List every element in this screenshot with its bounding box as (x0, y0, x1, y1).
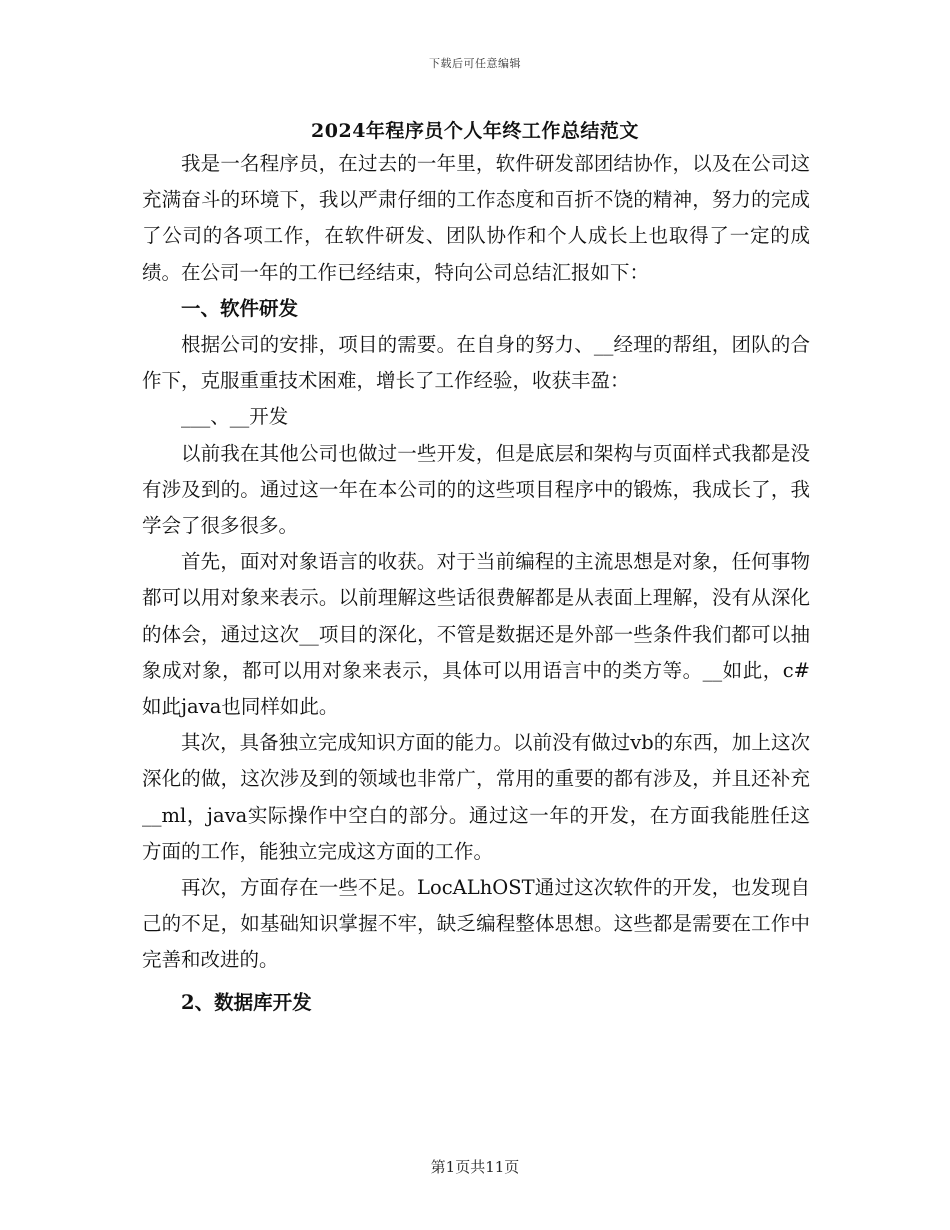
section-heading-database: 2、数据库开发 (181, 990, 312, 1014)
paragraph-intro: 我是一名程序员，在过去的一年里，软件研发部团结协作，以及在公司这充满奋斗的环境下，我以严肃仔细的工作态度和百折不饶的精神，努力的完成了公司的各项工作，在软件研发、团队协作和个人成长上也取得了一定的成绩。在公司一年的工作已经结束，特向公司总结汇报如下： (142, 152, 810, 284)
paragraph-second: 其次，具备独立完成知识方面的能力。以前没有做过vb的东西，加上这次深化的做，这次涉及到的领域也非常广，常用的重要的都有涉及，并且还补充__ml，java实际操作中空白的部分。通过这一年的开发，在方面我能胜任这方面的工作，能独立完成这方面的工作。 (142, 731, 810, 863)
page-footer: 第1页共11页 (430, 1158, 520, 1176)
header-note: 下载后可任意编辑 (429, 57, 521, 70)
document-body (142, 146, 810, 1021)
paragraph-first: 首先，面对对象语言的收获。对于当前编程的主流思想是对象，任何事物都可以用对象来表示。以前理解这些话很费解都是从表面上理解，没有从深化的体会，通过这次__项目的深化，不管是数据还是外部一些条件我们都可以抽象成对象，都可以用对象来表示，具体可以用语言中的类方等。__如此，c#如此java也同样如此。 (142, 550, 810, 719)
paragraph-third: 再次，方面存在一些不足。LocALhOST通过这次软件的开发，也发现自己的不足，如基础知识掌握不牢，缺乏编程整体思想。这些都是需要在工作中完善和改进的。 (142, 876, 810, 972)
paragraph-experience: 以前我在其他公司也做过一些开发，但是底层和架构与页面样式我都是没有涉及到的。通过这一年在本公司的的这些项目程序中的锻炼，我成长了，我学会了很多很多。 (142, 441, 810, 538)
paragraph-subheading: ___、__开发 (181, 405, 289, 429)
section-heading-software: 一、软件研发 (181, 296, 299, 320)
paragraph-arrangement: 根据公司的安排，项目的需要。在自身的努力、__经理的帮组，团队的合作下，克服重重技术困难，增长了工作经验，收获丰盈： (142, 333, 810, 393)
document-title: 2024年程序员个人年终工作总结范文 (311, 120, 639, 142)
